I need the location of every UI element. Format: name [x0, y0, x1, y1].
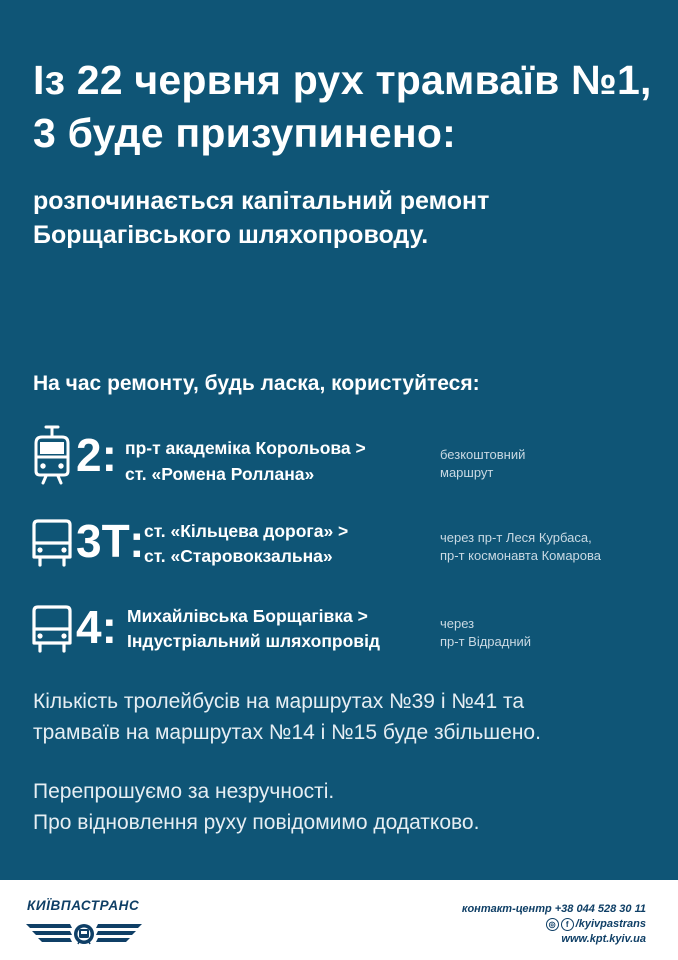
- route-item: [30, 517, 650, 577]
- route-note-line2: маршрут: [440, 465, 494, 480]
- apology-notice-line1: Перепрошуємо за незручності.: [33, 780, 335, 803]
- tram-icon: [30, 425, 74, 485]
- social-handle[interactable]: /kyivpastrans: [575, 918, 646, 930]
- route-note-line2: пр-т космонавта Комарова: [440, 548, 601, 563]
- route-note-line1: безкоштовний: [440, 447, 526, 462]
- kyivpastrans-logo-icon: [22, 918, 146, 954]
- apology-notice: [33, 776, 479, 838]
- trolleybus-icon: [30, 517, 74, 569]
- contacts-block: [462, 902, 646, 947]
- instagram-icon[interactable]: ◎: [546, 918, 559, 931]
- capacity-notice: [33, 686, 541, 748]
- route-number: 2:: [76, 429, 117, 481]
- route-destination-to: Індустріальний шляхопровід: [127, 631, 381, 651]
- route-number: 3Т:: [76, 515, 145, 567]
- contact-center: контакт-центр +38 044 528 30 11: [461, 903, 646, 915]
- route-destination-from: Михайлівська Борщагівка >: [127, 606, 368, 626]
- subheadline: розпочинається капітальний ремонт Борщагівського шляхопроводу.: [33, 187, 490, 249]
- route-item: [30, 425, 650, 485]
- website-link[interactable]: www.kpt.kyiv.ua: [561, 933, 646, 945]
- capacity-notice-line2: трамваїв на маршрутах №14 і №15 буде збільшено.: [33, 721, 541, 744]
- brand-name: КИЇВПАСТРАНС: [27, 898, 140, 913]
- alternatives-prompt: На час ремонту, будь ласка, користуйтеся:: [33, 372, 480, 395]
- headline: Із 22 червня рух трамваїв №1, 3 буде призупинено:: [33, 57, 652, 156]
- social-row: [462, 917, 646, 932]
- footer: [0, 880, 678, 960]
- route-destination-from: пр-т академіка Корольова >: [125, 438, 366, 458]
- route-note-line1: через пр-т Леся Курбаса,: [440, 530, 592, 545]
- route-destination-to: ст. «Старовокзальна»: [144, 546, 333, 566]
- apology-notice-line2: Про відновлення руху повідомимо додатково.: [33, 811, 480, 834]
- route-item: [30, 603, 650, 663]
- route-note-line2: пр-т Відрадний: [440, 634, 532, 649]
- capacity-notice-line1: Кількість тролейбусів на маршрутах №39 і №41 та: [33, 690, 525, 713]
- route-number: 4:: [76, 601, 117, 653]
- route-note-line1: через: [440, 616, 475, 631]
- trolleybus-icon: [30, 603, 74, 655]
- route-destination-to: ст. «Ромена Роллана»: [125, 464, 315, 484]
- route-destination-from: ст. «Кільцева дорога» >: [144, 521, 349, 541]
- facebook-icon[interactable]: f: [561, 918, 574, 931]
